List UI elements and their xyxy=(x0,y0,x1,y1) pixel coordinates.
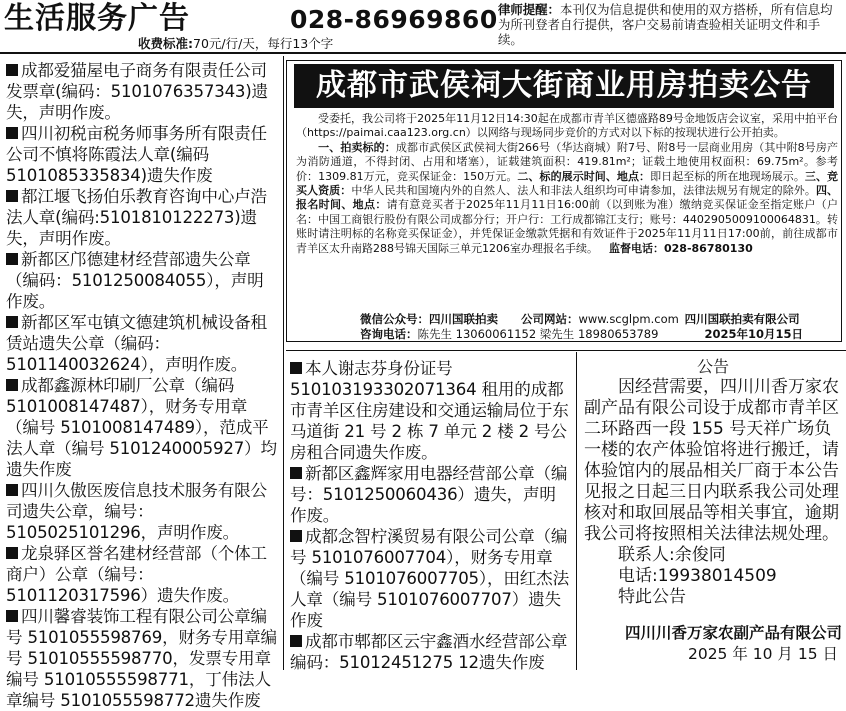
list-item: 四川馨睿装饰工程有限公司公章编号 5101055598769，财务专用章编号 51010555598770，发票专用章编号 51010555598771，丁伟法人章编号 5101055598772遗失作废 xyxy=(6,607,277,710)
lawyer-disclaimer xyxy=(498,2,842,47)
notice-title: 公告 xyxy=(696,357,729,376)
section-label: 四、报名时间、地点： xyxy=(296,184,838,212)
auction-company: 四川国联拍卖有限公司 xyxy=(684,312,800,326)
list-item: 成都鑫源林印刷厂公章（编码 5101008147487），财务专用章（编号 5101008147489），范成平法人章（编号 5101240005927）均遗失作废 xyxy=(6,376,277,479)
notice-company: 四川川香万家农副产品有限公司 xyxy=(624,624,842,642)
supervision-phone: 028-86780130 xyxy=(664,241,753,255)
auction-date: 2025年10月15日 xyxy=(704,327,803,341)
disclaimer-text: 本刊仅为信息提供和使用的双方搭桥，所有信息均为所刊登者自行提供，客户交易前请查验相关证明文件和手续。 xyxy=(498,2,833,47)
notice-closing: 特此公告 xyxy=(618,587,686,607)
bullet-square-icon xyxy=(6,64,18,76)
notice-phone: 电话:19938014509 xyxy=(618,566,777,586)
bullet-square-icon xyxy=(6,610,18,622)
list-item: 新都区邝德建材经营部遗失公章（编码：5101250084055），声明作废。 xyxy=(6,250,264,311)
list-item: 本人谢志芬身份证号 510103193302071364 租用的成都市青羊区住房建设和交通运输局位于东马道街 21 号 2 栋 7 单元 2 楼 2 号公房租合同遗失作废。 xyxy=(290,359,569,462)
hotline-phone: 028-86969860 xyxy=(290,5,498,34)
section-label: 三、竞买人资质： xyxy=(296,169,839,198)
list-item: 成都市郫都区云宇鑫酒水经营部公章编码：51012451275 12遗失作废 xyxy=(290,632,568,672)
list-item: 成都念智柠溪贸易有限公司公章（编号 5101076007704），财务专用章（编号 5101076007705），田红杰法人章（编号 5101076007707）遗失作废 xyxy=(290,527,569,630)
list-item: 龙泉驿区誉名建材经营部（个体工商户）公章（编号：5101120317596）遗失作废。 xyxy=(6,544,267,605)
rate-label: 收费标准: xyxy=(138,36,193,51)
auction-title: 成都市武侯祠大街商业用房拍卖公告 xyxy=(294,64,834,108)
rate-info xyxy=(138,36,333,51)
bullet-square-icon xyxy=(6,547,18,559)
notice-date: 2025 年 10 月 15 日 xyxy=(687,645,838,663)
list-item: 新都区鑫辉家用电器经营部公章（编号：5101250060436）遗失，声明作废。 xyxy=(290,464,568,525)
bullet-square-icon xyxy=(290,467,302,479)
notice-contact: 联系人:余俊同 xyxy=(618,545,726,565)
section-title: 生活服务广告 xyxy=(4,1,190,36)
section-label: 二、标的展示时间、地点： xyxy=(517,169,651,183)
auction-footer-line1: 微信公众号：四川国联拍卖 公司网站：www.scglpm.com 四川国联拍卖有限公司 xyxy=(360,312,800,326)
list-item: 成都爱猫屋电子商务有限责任公司发票章(编码：5101076357343)遗失，声明作废。 xyxy=(6,61,268,122)
notice-body: 因经营需要，四川川香万家农副产品有限公司设于成都市青羊区二环路西一段 155 号天祥广场负一楼的农产体验馆将进行搬迁，请体验馆内的展品相关厂商于本公告见报之日起三日内联系我公司处理核对和取回展品等相关事宜，逾期我公司将按照相关法律法规处理。 xyxy=(584,377,839,544)
classifieds-column-middle xyxy=(290,358,572,673)
column-divider xyxy=(576,352,577,670)
column-divider xyxy=(283,56,284,670)
header-rule xyxy=(0,52,846,54)
section-label: 一、拍卖标的： xyxy=(318,140,396,154)
row-divider xyxy=(286,350,846,351)
bullet-square-icon xyxy=(6,190,18,202)
auction-sections: 一、拍卖标的：成都市武侯区武侯祠大街266号（华达商城）附7号、附8号一层商业用房（其中附8号房产为消防通道，不得封闭、占用和堵塞），证载建筑面积：419.81m²；证载土地使用权面积：69.75m²。参考价：1309.81万元，竞买保证金：150万元。二、标的展示时间、地点：即日起至标的所在地现场展示。三、竞买人资质：中华人民共和国境内外的自然人、法人和非法人组织均可申请参加，法律法规另有规定的除外。四、报名时间、地点：请有意竞买者于2025年11月11日16:00前（以到账为准）缴纳竞买保证金至指定账户（户名：中国工商银行股份有限公司成都分行；开户行：工行成都锦江支行；账号：4402905009100064831。转账时请注明标的名称竞买保证金），并凭保证金缴款凭据和有效证件于2025年11月11日17:00前，前往成都市青羊区太升南路288号锦天国际三单元1206室办理报名手续。 监督电话：028-86780130 xyxy=(296,140,839,255)
list-item: 新都区军屯镇文德建筑机械设备租赁站遗失公章（编码：5101140032624），声明作废。 xyxy=(6,313,267,374)
bullet-square-icon xyxy=(290,530,302,542)
auction-footer-line2: 咨询电话：陈先生 13060061152 梁先生 18980653789 2025年10月15日 xyxy=(360,327,803,341)
bullet-square-icon xyxy=(6,484,18,496)
list-item: 四川久傲医废信息技术服务有限公司遗失公章，编号：5105025101296，声明作废。 xyxy=(6,481,267,542)
relocation-notice xyxy=(584,356,842,608)
supervision-label: 监督电话： xyxy=(609,241,664,255)
bullet-square-icon xyxy=(6,379,18,391)
list-item: 四川初税亩税务师事务所有限责任公司不慎将陈霞法人章(编码5101085335834)遗失作废 xyxy=(6,124,267,185)
rate-text: 70元/行/天，每行13个字 xyxy=(193,36,334,51)
auction-intro: 受委托，我公司将于2025年11月12日14:30起在成都市青羊区德盛路89号金地饭店会议室，采用中拍平台（https://paimai.caa123.org.cn）以网络与现场同步竞价的方式对以下标的按现状进行公开拍卖。 xyxy=(296,112,838,140)
auction-body xyxy=(296,112,838,256)
list-item: 都江堰飞扬伯乐教育咨询中心卢浩法人章(编码:5101810122273)遗失，声明作废。 xyxy=(6,187,267,248)
bullet-square-icon xyxy=(6,316,18,328)
bullet-square-icon xyxy=(6,253,18,265)
bullet-square-icon xyxy=(290,635,302,647)
disclaimer-label: 律师提醒： xyxy=(498,2,560,17)
bullet-square-icon xyxy=(290,362,302,374)
classifieds-column-left xyxy=(6,60,278,711)
bullet-square-icon xyxy=(6,127,18,139)
